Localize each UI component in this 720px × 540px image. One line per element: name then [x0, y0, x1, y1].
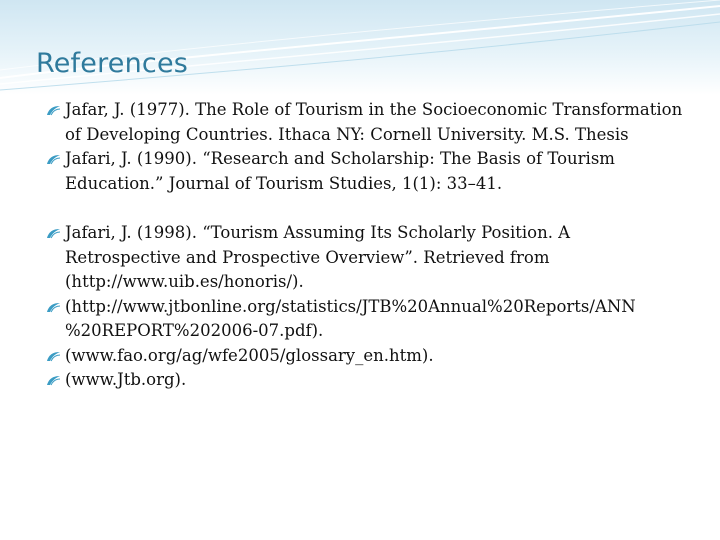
reference-text: Jafar, J. (1977). The Role of Tourism in the Socioeconomic Transformation of Developing Countries. Ithaca NY: Cornell University. M.S. Thesis: [65, 100, 683, 144]
reference-item: [46, 344, 686, 369]
reference-text: Jafari, J. (1998). “Tourism Assuming Its Scholarly Position. A Retrospective and Prospective Overview”. Retrieved from (http://www.uib.es/honoris/).: [65, 223, 571, 291]
slide-title: References: [36, 48, 189, 79]
swoosh-bullet-icon: [46, 228, 61, 239]
reference-link: (www.Jtb.org).: [65, 370, 187, 389]
reference-text: Jafari, J. (1990). “Research and Scholarship: The Basis of Tourism Education.” Journal of Tourism Studies, 1(1): 33–41.: [65, 149, 615, 193]
swoosh-bullet-icon: [46, 154, 61, 165]
swoosh-bullet-icon: [46, 302, 61, 313]
reference-item: [46, 221, 686, 295]
swoosh-bullet-icon: [46, 375, 61, 386]
swoosh-bullet-icon: [46, 351, 61, 362]
reference-item: [46, 368, 686, 393]
swoosh-bullet-icon: [46, 105, 61, 116]
reference-item: [46, 295, 686, 344]
reference-list: [46, 98, 686, 393]
reference-link: (www.fao.org/ag/wfe2005/glossary_en.htm).: [65, 345, 434, 365]
reference-link: (http://www.jtbonline.org/statistics/JTB%20Annual%20Reports/ANN %20REPORT%202006-07.pdf).: [65, 296, 636, 340]
reference-item: [46, 147, 686, 196]
reference-item: [46, 98, 686, 147]
